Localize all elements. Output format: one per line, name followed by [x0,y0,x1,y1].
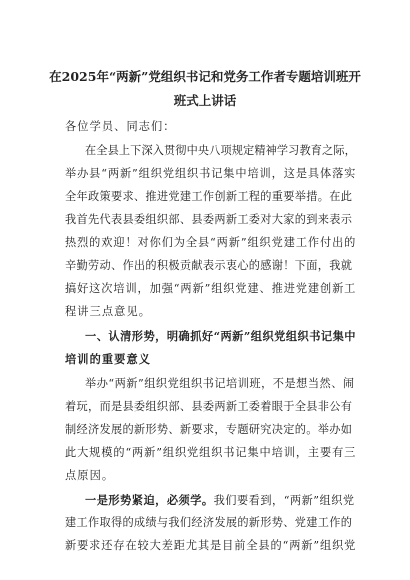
section-heading-1-line-2: 培训的重要意义 [65,352,152,366]
paragraph-2-line-2: 着玩，而是县委组织部、县委两新工委着眼于全县非公有 [65,400,353,413]
paragraph-1-line-8: 程讲三点意见。 [65,305,152,318]
section-heading-1-line-1: 一、认清形势，明确抓好“两新”组织党组织书记集中 [85,329,356,343]
paragraph-3-line-1 [85,493,355,508]
paragraph-3-line-2: 建工作取得的成绩与我们经济发展的新形势、党建工作的 [65,516,353,529]
paragraph-3-lead: 一是形势紧迫，必须学。 [85,493,214,507]
paragraph-1-line-3: 全年政策要求、推进党建工作创新工程的重要举措。在此 [65,190,353,203]
document-title-line-2: 班式上讲话 [173,93,237,108]
document-title-line-1: 在2025年“两新”党组织书记和党务工作者专题培训班开 [49,69,361,84]
paragraph-1-line-4: 我首先代表县委组织部、县委两新工委对大家的到来表示 [65,213,353,226]
paragraph-1-line-6: 辛勤劳动、作出的积极贡献表示衷心的感谢！下面，我就 [65,259,353,272]
paragraph-2-line-1: 举办“两新”组织党组织书记培训班，不是想当然、闹 [85,377,355,390]
paragraph-3-line-1-text: 我们要看到，“两新”组织党 [213,494,355,507]
paragraph-1-line-1: 在全县上下深入贯彻中央八项规定精神学习教育之际， [85,144,356,157]
paragraph-1-line-2: 举办县“两新”组织党组织书记集中培训，这是具体落实 [65,167,357,180]
paragraph-1-line-5: 热烈的欢迎！对你们为全县“两新”组织党建工作付出的 [65,236,357,249]
paragraph-2-line-5: 点原因。 [65,469,115,482]
salutation: 各位学员、同志们： [65,120,176,133]
paragraph-1-line-7: 搞好这次培训，加强“两新”组织党建、推进党建创新工 [65,282,357,295]
paragraph-2-line-3: 制经济发展的新形势、新要求，专题研究决定的。举办如 [65,423,353,436]
paragraph-2-line-4: 此大规模的“两新”组织党组织书记集中培训，主要有三 [65,446,357,459]
paragraph-3-line-3: 新要求还存在较大差距尤其是目前全县的“两新”组织党 [65,539,357,552]
